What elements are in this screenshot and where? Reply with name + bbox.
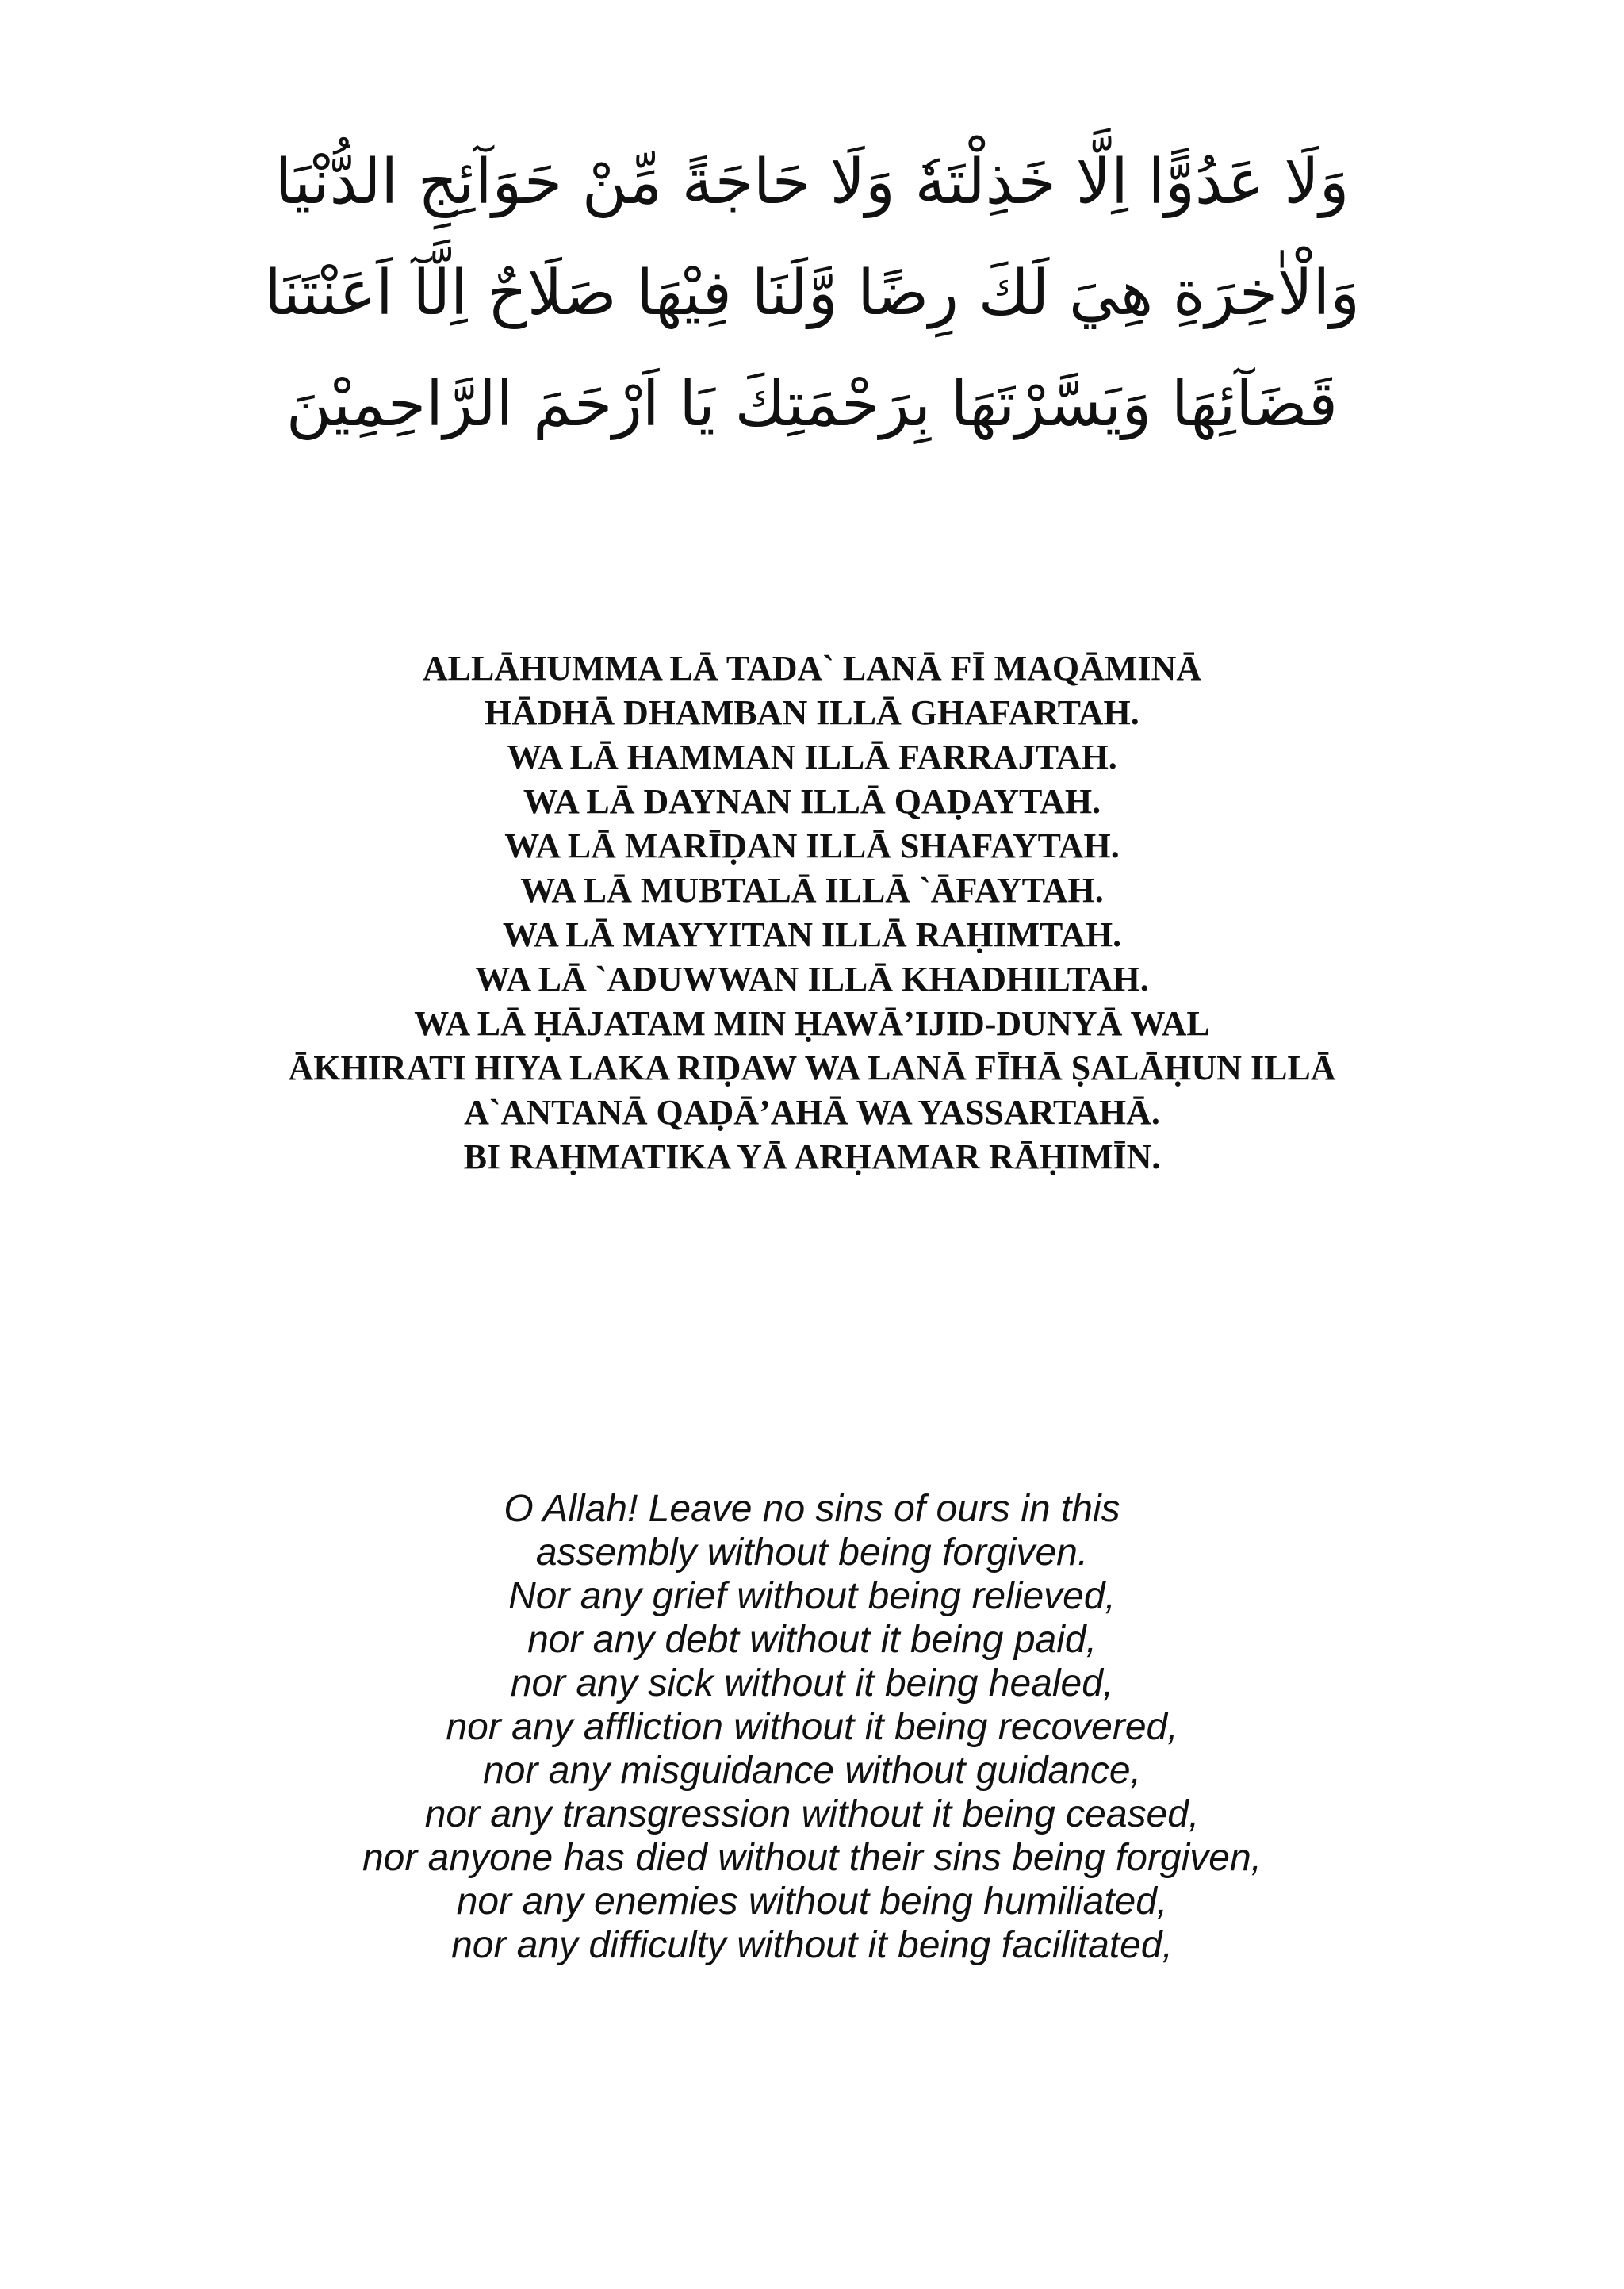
translation-line: nor any misguidance without guidance,: [483, 1750, 1141, 1792]
transliteration-line: WA LĀ MUBTALĀ ILLĀ `ĀFAYTAH.: [520, 871, 1104, 910]
translation-line: O Allah! Leave no sins of ours in this: [504, 1488, 1120, 1530]
arabic-line: وَلَا عَدُوًّا اِلَّا خَذِلْتَهٗ وَلَا حَاجَةً مِّنْ حَوَآئِجِ الدُّنْيَا: [274, 147, 1350, 218]
translation-block: [79, 1487, 1545, 1967]
translation-line: nor any difficulty without it being facilitated,: [451, 1924, 1173, 1966]
translation-line: assembly without being forgiven.: [535, 1532, 1089, 1574]
transliteration-line: ĀKHIRATI HIYA LAKA RIḌAW WA LANĀ FĪHĀ ṢALĀḤUN ILLĀ: [288, 1049, 1336, 1087]
translation-line: nor any debt without it being paid,: [527, 1619, 1097, 1661]
transliteration-line: HĀDHĀ DHAMBAN ILLĀ GHAFARTAH.: [485, 693, 1139, 732]
translation-line: nor any transgression without it being ceased,: [424, 1793, 1200, 1835]
arabic-text-block: [127, 127, 1497, 460]
transliteration-line: WA LĀ ḤĀJATAM MIN ḤAWĀ’IJID-DUNYĀ WAL: [414, 1004, 1210, 1043]
transliteration-line: WA LĀ DAYNAN ILLĀ QAḌAYTAH.: [523, 782, 1101, 821]
transliteration-line: WA LĀ MARĪḌAN ILLĀ SHAFAYTAH.: [504, 826, 1120, 865]
arabic-line: قَضَآئِهَا وَيَسَّرْتَهَا بِرَحْمَتِكَ يَا اَرْحَمَ الرَّاحِمِيْنَ: [285, 369, 1339, 440]
transliteration-line: WA LĀ `ADUWWAN ILLĀ KHADHILTAH.: [475, 960, 1149, 999]
transliteration-line: BI RAḤMATIKA YĀ ARḤAMAR RĀḤIMĪN.: [463, 1137, 1161, 1176]
translation-line: nor any enemies without being humiliated,: [456, 1881, 1168, 1923]
translation-line: nor any sick without it being healed,: [510, 1662, 1114, 1704]
transliteration-line: WA LĀ MAYYITAN ILLĀ RAḤIMTAH.: [502, 915, 1122, 954]
arabic-line: وَالْاٰخِرَةِ هِيَ لَكَ رِضًا وَّلَنَا فِيْهَا صَلَاحٌ اِلَّآ اَعَنْتَنَا: [264, 258, 1360, 329]
translation-line: Nor any grief without being relieved,: [508, 1575, 1116, 1617]
transliteration-line: WA LĀ HAMMAN ILLĀ FARRAJTAH.: [507, 738, 1117, 776]
transliteration-line: ALLĀHUMMA LĀ TADA` LANĀ FĪ MAQĀMINĀ: [422, 649, 1202, 688]
transliteration-line: A`ANTANĀ QAḌĀ’AHĀ WA YASSARTAHĀ.: [464, 1093, 1160, 1132]
translation-line: nor anyone has died without their sins being forgiven,: [362, 1837, 1262, 1879]
transliteration-block: [79, 646, 1545, 1179]
translation-line: nor any affliction without it being recovered,: [446, 1706, 1178, 1748]
